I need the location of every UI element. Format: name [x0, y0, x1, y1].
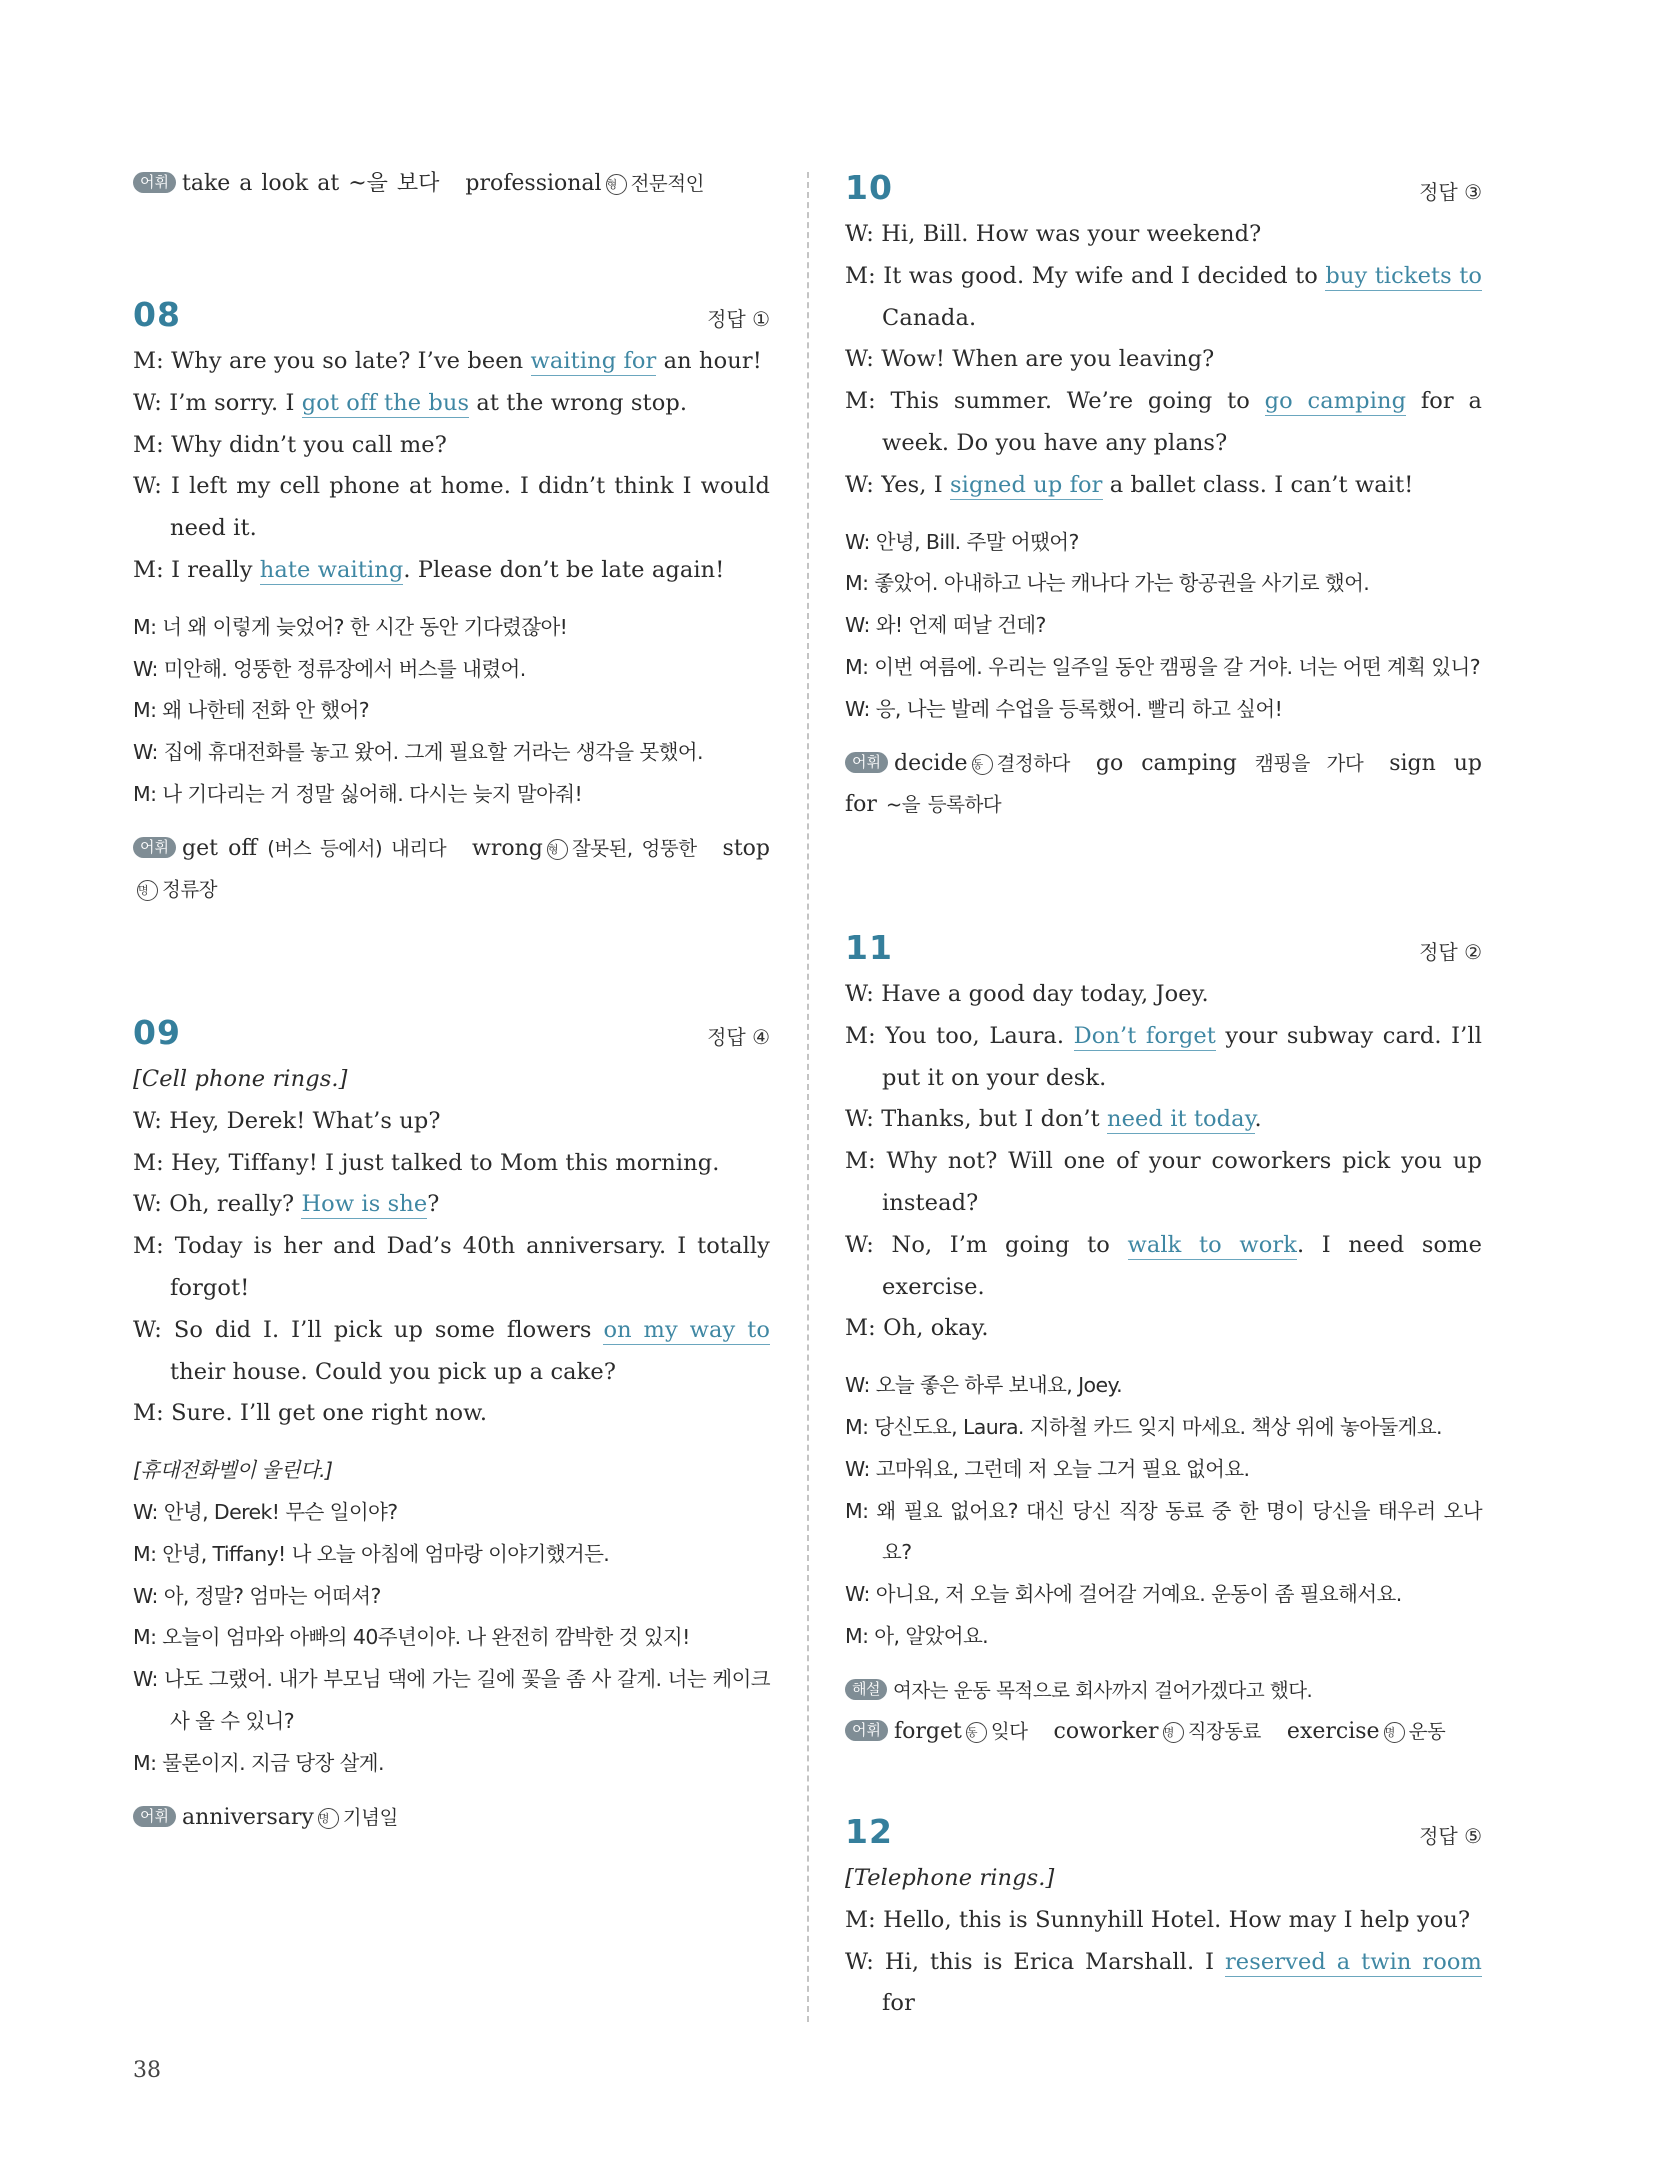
vocab-line: 어휘 get off (버스 등에서) 내리다 wrong 형 잘못된, 엉뚱한 stop 명 정류장	[133, 828, 770, 910]
highlighted-phrase: Don’t forget	[1073, 1022, 1216, 1049]
translation-line: M: 나 기다리는 거 정말 싫어해. 다시는 늦지 말아줘!	[133, 781, 583, 806]
explanation-tag: 해설	[845, 1679, 887, 1700]
dialogue-line: M: Why didn’t you call me?	[133, 431, 447, 458]
pos-badge: 동	[966, 1722, 987, 1743]
dialogue-line: M: Oh, okay.	[845, 1315, 989, 1342]
dialogue-line: M: Sure. I’ll get one right now.	[133, 1400, 488, 1427]
translation-stage-direction: [휴대전화벨이 울린다.]	[133, 1458, 333, 1483]
translation-line: W: 고마워요, 그런데 저 오늘 그거 필요 없어요.	[845, 1456, 1250, 1481]
vocab-tag: 어휘	[845, 752, 888, 773]
dialogue-line: W: Hi, this is Erica Marshall. I reserved a twin room for	[845, 1948, 1482, 2017]
vocab-tag: 어휘	[133, 837, 176, 858]
section-header	[845, 1812, 1482, 1858]
translation-line: W: 아니요, 저 오늘 회사에 걸어갈 거예요. 운동이 좀 필요해서요.	[845, 1582, 1402, 1607]
dialogue-line: M: Why are you so late? I’ve been waiting for an hour!	[133, 348, 762, 374]
section-11	[845, 928, 1482, 1752]
section-08	[133, 295, 770, 910]
dialogue-line: W: I left my cell phone at home. I didn’t think I would need it.	[133, 473, 770, 542]
pos-badge: 명	[318, 1808, 339, 1829]
column-divider	[807, 172, 809, 2022]
section-10	[845, 168, 1482, 825]
section-12	[845, 1812, 1482, 2025]
highlighted-phrase: got off the bus	[301, 389, 470, 416]
dialogue-line: W: Oh, really? How is she?	[133, 1191, 440, 1218]
answer-label: 정답 ③	[1419, 180, 1482, 204]
pos-badge: 명	[1384, 1722, 1405, 1743]
dialogue-line: M: I really hate waiting. Please don’t be late again!	[133, 556, 725, 583]
dialogue-line: W: Wow! When are you leaving?	[845, 346, 1215, 373]
highlighted-phrase: waiting for	[530, 348, 657, 374]
translation-line: M: 당신도요, Laura. 지하철 카드 잊지 마세요. 책상 위에 놓아둘게요.	[845, 1414, 1442, 1439]
section-header	[133, 295, 770, 341]
translation-line: W: 집에 휴대전화를 놓고 왔어. 그게 필요할 거라는 생각을 못했어.	[133, 740, 703, 765]
dialogue-line: M: Today is her and Dad’s 40th anniversary. I totally forgot!	[133, 1233, 770, 1301]
stage-direction: [Cell phone rings.]	[133, 1066, 348, 1092]
translation-line: M: 너 왜 이렇게 늦었어? 한 시간 동안 기다렸잖아!	[133, 614, 568, 639]
highlighted-phrase: buy tickets to	[1325, 262, 1482, 289]
highlighted-phrase: reserved a twin room	[1224, 1948, 1482, 1975]
highlighted-phrase: signed up for	[950, 471, 1103, 498]
dialogue-line: W: So did I. I’ll pick up some flowers on my way to their house. Could you pick up a cake?	[133, 1316, 771, 1385]
dialogue-line: M: You too, Laura. Don’t forget your subway card. I’ll put it on your desk.	[845, 1022, 1482, 1091]
dialogue-line: W: No, I’m going to walk to work. I need some exercise.	[845, 1231, 1482, 1300]
page-number: 38	[133, 2058, 161, 2083]
highlighted-phrase: on my way to	[603, 1316, 771, 1343]
dialogue-line: M: This summer. We’re going to go camping for a week. Do you have any plans?	[845, 388, 1482, 456]
section-header	[845, 168, 1482, 214]
answer-label: 정답 ②	[1419, 940, 1482, 964]
dialogue-line: M: Hey, Tiffany! I just talked to Mom this morning.	[133, 1149, 720, 1176]
question-number: 12	[845, 1812, 893, 1851]
answer-label: 정답 ①	[707, 307, 770, 331]
dialogue-line: M: Hello, this is Sunnyhill Hotel. How may I help you?	[845, 1906, 1471, 1933]
dialogue-line: M: It was good. My wife and I decided to buy tickets to Canada.	[845, 262, 1482, 331]
pos-badge: 동	[972, 754, 993, 775]
highlighted-phrase: go camping	[1264, 388, 1407, 415]
dialogue-line: W: Have a good day today, Joey.	[845, 981, 1209, 1007]
translation-line: W: 나도 그랬어. 내가 부모님 댁에 가는 길에 꽃을 좀 사 갈게. 너는 케이크 사 올 수 있니?	[133, 1667, 770, 1733]
question-number: 10	[845, 168, 893, 207]
pos-badge: 형	[606, 174, 627, 195]
highlighted-phrase: hate waiting	[259, 556, 404, 583]
dialogue-line: W: Hey, Derek! What’s up?	[133, 1107, 441, 1134]
translation-line: W: 미안해. 엉뚱한 정류장에서 버스를 내렸어.	[133, 656, 526, 681]
question-number: 11	[845, 928, 893, 967]
section-header	[845, 928, 1482, 974]
vocab-line: 어휘 take a look at ~을 보다 professional 형 전문적인	[133, 163, 770, 204]
highlighted-phrase: walk to work	[1127, 1231, 1297, 1258]
translation-line: M: 오늘이 엄마와 아빠의 40주년이야. 나 완전히 깜박한 것 있지!	[133, 1625, 690, 1650]
section-09	[133, 1013, 770, 1838]
translation-line: W: 아, 정말? 엄마는 어떠셔?	[133, 1583, 381, 1608]
pos-badge: 형	[547, 839, 568, 860]
translation-line: M: 왜 나한테 전화 안 했어?	[133, 698, 370, 723]
translation-line: W: 응, 나는 발레 수업을 등록했어. 빨리 하고 싶어!	[845, 696, 1283, 721]
translation-line: M: 안녕, Tiffany! 나 오늘 아침에 엄마랑 이야기했거든.	[133, 1541, 610, 1566]
vocab-tag: 어휘	[133, 172, 176, 193]
translation-line: M: 물론이지. 지금 당장 살게.	[133, 1750, 384, 1775]
dialogue-line: M: Why not? Will one of your coworkers pick you up instead?	[845, 1148, 1482, 1216]
dialogue-line: W: Thanks, but I don’t need it today.	[845, 1106, 1262, 1133]
translation-line: M: 좋았어. 아내하고 나는 캐나다 가는 항공권을 사기로 했어.	[845, 571, 1370, 596]
stage-direction: [Telephone rings.]	[845, 1865, 1055, 1891]
vocab-line: 어휘 anniversary 명 기념일	[133, 1797, 770, 1838]
dialogue-line: W: Yes, I signed up for a ballet class. I can’t wait!	[845, 471, 1414, 498]
section-header	[133, 1013, 770, 1059]
translation-line: M: 왜 필요 없어요? 대신 당신 직장 동료 중 한 명이 당신을 태우러 오나요?	[845, 1498, 1482, 1565]
highlighted-phrase: need it today	[1107, 1106, 1255, 1133]
vocab-tag: 어휘	[845, 1720, 888, 1741]
vocab-tag: 어휘	[133, 1806, 176, 1827]
question-number: 08	[133, 295, 181, 334]
translation-line: W: 오늘 좋은 하루 보내요, Joey.	[845, 1373, 1123, 1398]
highlighted-phrase: How is she	[301, 1191, 428, 1218]
pos-badge: 명	[1163, 1722, 1184, 1743]
vocab-line: 어휘 decide 동 결정하다 go camping 캠핑을 가다 sign up for ~을 등록하다	[845, 750, 1482, 817]
translation-line: M: 이번 여름에. 우리는 일주일 동안 캠핑을 갈 거야. 너는 어떤 계획 있니?	[845, 654, 1480, 679]
dialogue-line: W: Hi, Bill. How was your weekend?	[845, 221, 1262, 247]
translation-line: W: 와! 언제 떠날 건데?	[845, 613, 1046, 638]
explanation-line: 해설 여자는 운동 목적으로 회사까지 걸어가겠다고 했다.	[845, 1670, 1482, 1711]
answer-label: 정답 ⑤	[1419, 1824, 1482, 1848]
vocab-line: 어휘 forget 동 잊다 coworker 명 직장동료 exercise 명 운동	[845, 1711, 1482, 1752]
pos-badge: 명	[137, 880, 158, 901]
translation-line: W: 안녕, Derek! 무슨 일이야?	[133, 1499, 398, 1524]
dialogue-line: W: I’m sorry. I got off the bus at the wrong stop.	[133, 389, 688, 416]
translation-line: W: 안녕, Bill. 주말 어땠어?	[845, 529, 1079, 554]
question-number: 09	[133, 1013, 181, 1052]
answer-label: 정답 ④	[707, 1025, 770, 1049]
translation-line: M: 아, 알았어요.	[845, 1623, 989, 1648]
top-vocab	[133, 163, 770, 204]
